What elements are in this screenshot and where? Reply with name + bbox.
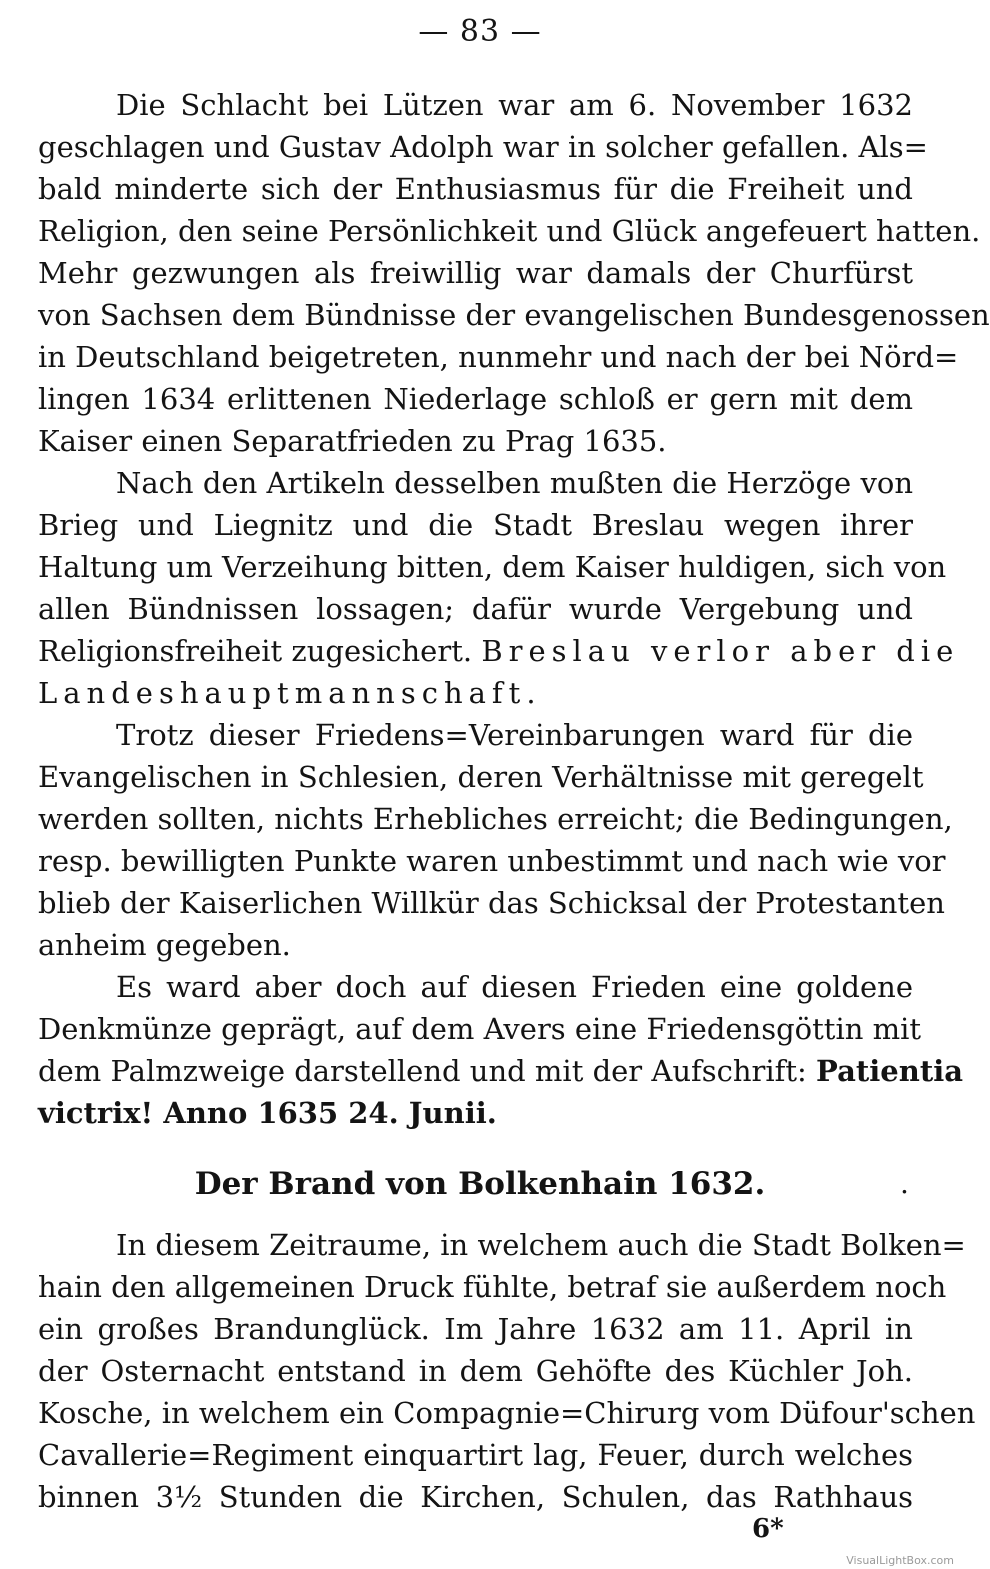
text-line: Kosche, in welchem ein Compagnie=Chirurg vom Düfour'schen xyxy=(38,1396,976,1430)
text-line: In diesem Zeitraume, in welchem auch die Stadt Bolken= xyxy=(116,1228,966,1262)
text-line: Brieg und Liegnitz und die Stadt Breslau wegen ihrer xyxy=(38,508,913,542)
text-line: von Sachsen dem Bündnisse der evangelischen Bundesgenossen xyxy=(38,298,990,332)
latin-text: Patientia xyxy=(816,1054,964,1088)
section-paragraph xyxy=(38,1224,976,1518)
section-heading: Der Brand von Bolkenhain 1632. xyxy=(194,1166,766,1202)
text-line: blieb der Kaiserlichen Willkür das Schicksal der Protestanten xyxy=(38,886,945,920)
text-line: Kaiser einen Separatfrieden zu Prag 1635. xyxy=(38,424,667,458)
text-line: Trotz dieser Friedens=Vereinbarungen ward für die xyxy=(116,718,913,752)
plain-text: dem Palmzweige darstellend und mit der Aufschrift: xyxy=(38,1054,807,1088)
emphasized-spaced-text: Landeshauptmannschaft. xyxy=(38,676,542,710)
paragraph-2 xyxy=(38,462,960,714)
text-line: Haltung um Verzeihung bitten, dem Kaiser huldigen, sich von xyxy=(38,550,947,584)
text-line: Cavallerie=Regiment einquartirt lag, Feuer, durch welches xyxy=(38,1438,913,1472)
text-line: ein großes Brandunglück. Im Jahre 1632 am 11. April in xyxy=(38,1312,913,1346)
text-line: anheim gegeben. xyxy=(38,928,291,962)
text-line: Es ward aber doch auf diesen Frieden eine goldene xyxy=(116,970,913,1004)
paragraph-1 xyxy=(38,84,990,462)
text-line: Mehr gezwungen als freiwillig war damals der Churfürst xyxy=(38,256,913,290)
text-line: der Osternacht entstand in dem Gehöfte des Küchler Joh. xyxy=(38,1354,913,1388)
plain-text: Religionsfreiheit zugesichert. xyxy=(38,634,473,668)
page-number: — 83 — xyxy=(418,14,542,49)
text-line: in Deutschland beigetreten, nunmehr und nach der bei Nörd= xyxy=(38,340,959,374)
watermark: VisualLightBox.com xyxy=(846,1554,954,1567)
text-line: werden sollten, nichts Erhebliches erreicht; die Bedingungen, xyxy=(38,802,953,836)
paragraph-3 xyxy=(38,714,953,966)
latin-text: victrix! Anno 1635 24. Junii. xyxy=(38,1096,497,1130)
text-line: resp. bewilligten Punkte waren unbestimmt und nach wie vor xyxy=(38,844,946,878)
text-line: Evangelischen in Schlesien, deren Verhältnisse mit geregelt xyxy=(38,760,924,794)
text-line: lingen 1634 erlittenen Niederlage schloß er gern mit dem xyxy=(38,382,913,416)
paragraph-4 xyxy=(38,966,964,1134)
text-line-mixed xyxy=(38,630,960,672)
text-line: bald minderte sich der Enthusiasmus für die Freiheit und xyxy=(38,172,913,206)
text-line: hain den allgemeinen Druck fühlte, betraf sie außerdem noch xyxy=(38,1270,947,1304)
text-line: Die Schlacht bei Lützen war am 6. November 1632 xyxy=(116,88,913,122)
emphasized-spaced-text: Breslau verlor aber die xyxy=(481,634,960,668)
text-line: Denkmünze geprägt, auf dem Avers eine Friedensgöttin mit xyxy=(38,1012,922,1046)
text-line: allen Bündnissen lossagen; dafür wurde Vergebung und xyxy=(38,592,913,626)
text-line: binnen 3½ Stunden die Kirchen, Schulen, das Rathhaus xyxy=(38,1480,913,1514)
text-line: Nach den Artikeln desselben mußten die Herzöge von xyxy=(116,466,913,500)
stray-dot: . xyxy=(900,1167,909,1200)
signature-mark: 6* xyxy=(752,1514,784,1544)
text-line: geschlagen und Gustav Adolph war in solcher gefallen. Als= xyxy=(38,130,928,164)
text-line: Religion, den seine Persönlichkeit und Glück angefeuert hatten. xyxy=(38,214,981,248)
text-line-mixed xyxy=(38,1050,964,1092)
